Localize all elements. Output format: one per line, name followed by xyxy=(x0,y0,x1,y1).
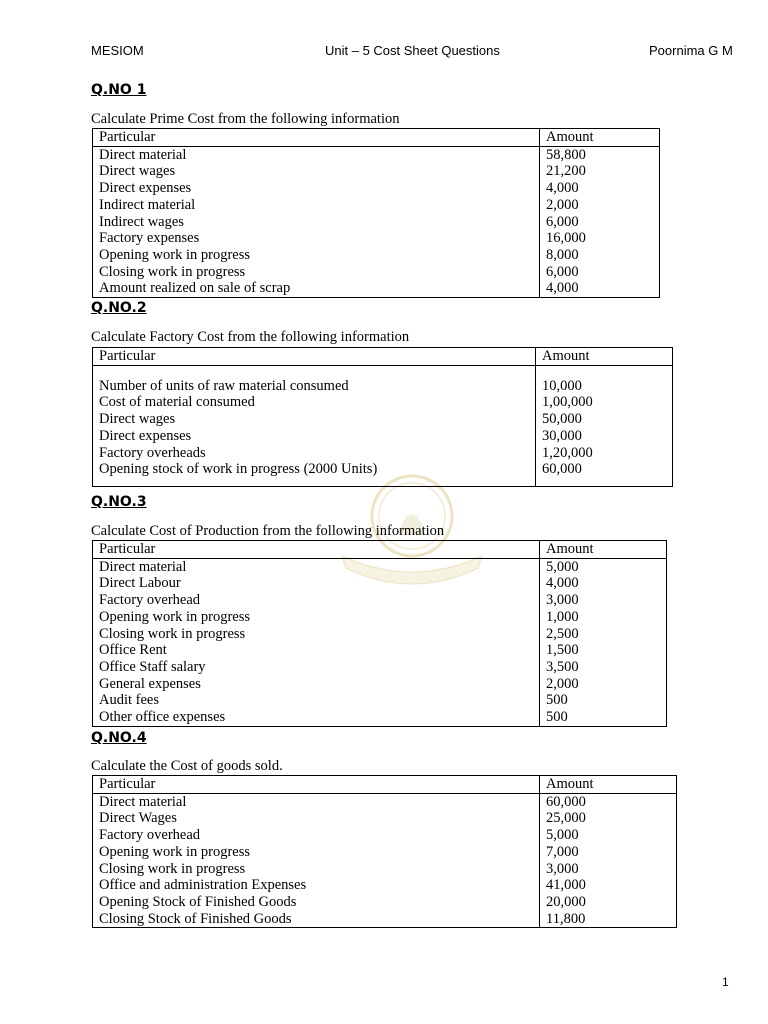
particular-cell: Opening Stock of Finished Goods xyxy=(93,894,540,911)
table-spacer-row xyxy=(93,365,673,378)
amount-cell: 10,000 xyxy=(536,378,673,395)
table-header-row xyxy=(93,541,667,559)
amount-cell: 1,000 xyxy=(540,609,667,626)
particular-cell: Direct material xyxy=(93,558,540,575)
particular-cell: Office and administration Expenses xyxy=(93,877,540,894)
table-row xyxy=(93,214,660,231)
question-4-label: Q.NO.4 xyxy=(91,730,147,746)
particular-cell: Audit fees xyxy=(93,692,540,709)
question-4-instruction: Calculate the Cost of goods sold. xyxy=(91,758,283,774)
amount-cell: 8,000 xyxy=(540,247,660,264)
table-row xyxy=(93,428,673,445)
header-institution: MESIOM xyxy=(91,43,144,58)
particular-cell: Direct Wages xyxy=(93,810,540,827)
table-row xyxy=(93,642,667,659)
table-row xyxy=(93,575,667,592)
column-header-amount: Amount xyxy=(540,776,677,794)
particular-cell: Office Staff salary xyxy=(93,659,540,676)
table-row xyxy=(93,810,677,827)
amount-cell: 16,000 xyxy=(540,230,660,247)
table-row xyxy=(93,659,667,676)
amount-cell: 30,000 xyxy=(536,428,673,445)
column-header-particular: Particular xyxy=(93,129,540,147)
table-row xyxy=(93,861,677,878)
amount-cell: 58,800 xyxy=(540,146,660,163)
amount-cell: 20,000 xyxy=(540,894,677,911)
table-row xyxy=(93,461,673,478)
table-row xyxy=(93,197,660,214)
amount-cell: 7,000 xyxy=(540,844,677,861)
table-row xyxy=(93,247,660,264)
particular-cell: Direct material xyxy=(93,793,540,810)
amount-cell: 5,000 xyxy=(540,827,677,844)
table-row xyxy=(93,230,660,247)
amount-cell: 25,000 xyxy=(540,810,677,827)
amount-cell: 500 xyxy=(540,709,667,726)
particular-cell: Factory overhead xyxy=(93,827,540,844)
particular-cell: Direct Labour xyxy=(93,575,540,592)
amount-cell: 1,00,000 xyxy=(536,394,673,411)
particular-cell: Opening work in progress xyxy=(93,247,540,264)
amount-cell: 5,000 xyxy=(540,558,667,575)
particular-cell: Indirect wages xyxy=(93,214,540,231)
amount-cell: 4,000 xyxy=(540,280,660,297)
particular-cell: Direct wages xyxy=(93,411,536,428)
particular-cell: Indirect material xyxy=(93,197,540,214)
question-3-label: Q.NO.3 xyxy=(91,494,147,510)
particular-cell: Cost of material consumed xyxy=(93,394,536,411)
column-header-amount: Amount xyxy=(536,348,673,366)
table-row xyxy=(93,445,673,462)
header-author: Poornima G M xyxy=(649,43,733,58)
question-2-instruction: Calculate Factory Cost from the following information xyxy=(91,329,410,345)
amount-cell: 4,000 xyxy=(540,180,660,197)
amount-cell: 2,500 xyxy=(540,626,667,643)
question-3-instruction: Calculate Cost of Production from the following information xyxy=(91,523,445,539)
column-header-particular: Particular xyxy=(93,541,540,559)
particular-cell: Factory expenses xyxy=(93,230,540,247)
particular-cell: Opening stock of work in progress (2000 Units) xyxy=(93,461,536,478)
table-row xyxy=(93,911,677,928)
question-4-table xyxy=(92,775,677,928)
amount-cell: 3,000 xyxy=(540,592,667,609)
amount-cell: 6,000 xyxy=(540,214,660,231)
table-row xyxy=(93,146,660,163)
column-header-amount: Amount xyxy=(540,541,667,559)
table-spacer-row xyxy=(93,478,673,487)
amount-cell: 41,000 xyxy=(540,877,677,894)
question-2-table xyxy=(92,347,673,487)
amount-cell: 3,500 xyxy=(540,659,667,676)
question-1-label: Q.NO 1 xyxy=(91,82,147,98)
amount-cell: 50,000 xyxy=(536,411,673,428)
particular-cell: Direct wages xyxy=(93,163,540,180)
table-row xyxy=(93,626,667,643)
table-row xyxy=(93,378,673,395)
particular-cell: Factory overhead xyxy=(93,592,540,609)
particular-cell: Direct material xyxy=(93,146,540,163)
particular-cell: Opening work in progress xyxy=(93,609,540,626)
amount-cell: 11,800 xyxy=(540,911,677,928)
table-row xyxy=(93,411,673,428)
table-row xyxy=(93,894,677,911)
amount-cell: 3,000 xyxy=(540,861,677,878)
amount-cell: 6,000 xyxy=(540,264,660,281)
table-row xyxy=(93,592,667,609)
table-row xyxy=(93,793,677,810)
amount-cell: 60,000 xyxy=(540,793,677,810)
amount-cell: 60,000 xyxy=(536,461,673,478)
question-1-table xyxy=(92,128,660,298)
table-row xyxy=(93,609,667,626)
table-row xyxy=(93,180,660,197)
table-row xyxy=(93,676,667,693)
amount-cell: 1,20,000 xyxy=(536,445,673,462)
table-row xyxy=(93,827,677,844)
table-row xyxy=(93,163,660,180)
amount-cell: 500 xyxy=(540,692,667,709)
table-row xyxy=(93,844,677,861)
amount-cell: 2,000 xyxy=(540,197,660,214)
particular-cell: Office Rent xyxy=(93,642,540,659)
question-1-instruction: Calculate Prime Cost from the following information xyxy=(91,111,400,127)
question-2-label: Q.NO.2 xyxy=(91,300,147,316)
table-row xyxy=(93,877,677,894)
amount-cell: 4,000 xyxy=(540,575,667,592)
column-header-amount: Amount xyxy=(540,129,660,147)
table-header-row xyxy=(93,348,673,366)
particular-cell: Number of units of raw material consumed xyxy=(93,378,536,395)
particular-cell: Closing work in progress xyxy=(93,626,540,643)
amount-cell: 1,500 xyxy=(540,642,667,659)
particular-cell: Other office expenses xyxy=(93,709,540,726)
particular-cell: Opening work in progress xyxy=(93,844,540,861)
table-row xyxy=(93,280,660,297)
table-row xyxy=(93,709,667,726)
table-header-row xyxy=(93,776,677,794)
particular-cell: Amount realized on sale of scrap xyxy=(93,280,540,297)
amount-cell: 2,000 xyxy=(540,676,667,693)
amount-cell: 21,200 xyxy=(540,163,660,180)
particular-cell: Direct expenses xyxy=(93,180,540,197)
particular-cell: Closing Stock of Finished Goods xyxy=(93,911,540,928)
column-header-particular: Particular xyxy=(93,776,540,794)
table-header-row xyxy=(93,129,660,147)
table-row xyxy=(93,692,667,709)
column-header-particular: Particular xyxy=(93,348,536,366)
question-3-table xyxy=(92,540,667,727)
page-number: 1 xyxy=(722,975,729,989)
particular-cell: Closing work in progress xyxy=(93,861,540,878)
particular-cell: Direct expenses xyxy=(93,428,536,445)
particular-cell: Factory overheads xyxy=(93,445,536,462)
table-row xyxy=(93,394,673,411)
header-title: Unit – 5 Cost Sheet Questions xyxy=(325,43,500,58)
particular-cell: Closing work in progress xyxy=(93,264,540,281)
table-row xyxy=(93,264,660,281)
table-row xyxy=(93,558,667,575)
particular-cell: General expenses xyxy=(93,676,540,693)
